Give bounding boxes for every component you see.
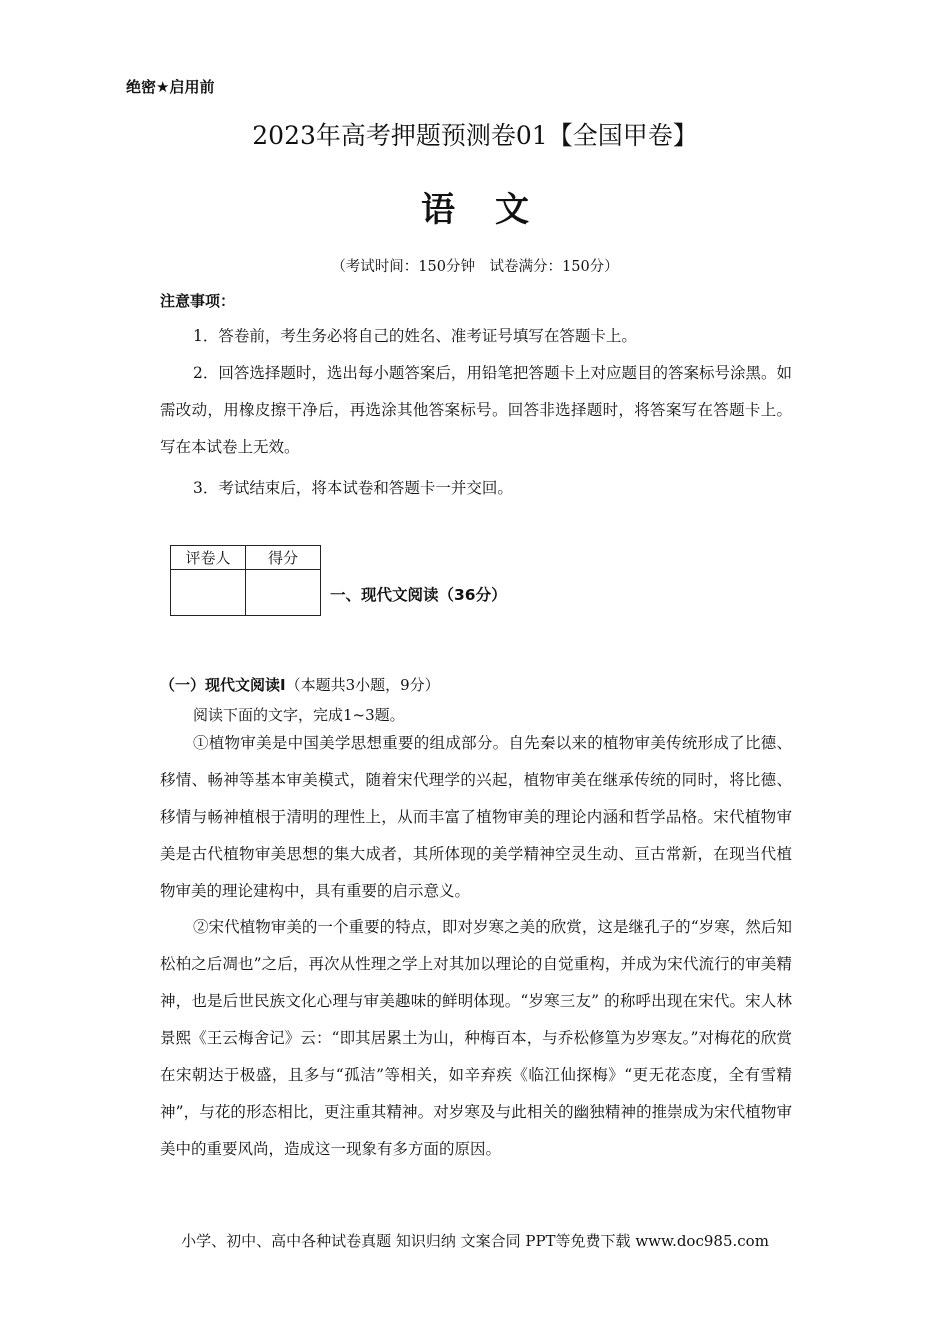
notice-heading: 注意事项： — [160, 292, 236, 310]
score-table — [170, 545, 321, 616]
grader-cell — [171, 570, 246, 616]
subsection-heading-detail: （本题共3小题，9分） — [285, 676, 440, 694]
subject-title: 语文 — [421, 190, 569, 230]
subsection-heading — [160, 674, 440, 695]
article-paragraph-2: ②宋代植物审美的一个重要的特点，即对岁寒之美的欣赏，这是继孔子的“岁寒，然后知松柏之后凋也”之后，再次从性理之学上对其加以理论的自觉重构，并成为宋代流行的审美精神，也是后世民族文化心理与审美趣味的鲜明体现。“岁寒三友” 的称呼出现在宋代。宋人林景熙《王云梅舍记》云：“即其居累土为山，种梅百本，与乔松修篁为岁寒友。”对梅花的欣赏在宋朝达于极盛，且多与“孤洁”等相关，如辛弃疾《临江仙探梅》“更无花态度，全有雪精神”，与花的形态相比，更注重其精神。对岁寒及与此相关的幽独精神的推崇成为宋代植物审美中的重要风尚，造成这一现象有多方面的原因。 — [160, 918, 792, 1158]
notice-item-3: 3．考试结束后，将本试卷和答题卡一并交回。 — [193, 479, 513, 497]
confidential-label: 绝密★启用前 — [126, 78, 215, 96]
footer-link[interactable]: 小学、初中、高中各种试卷真题 知识归纳 文案合同 PPT等免费下载 www.doc985.com — [181, 1232, 769, 1250]
exam-title: 2023年高考押题预测卷01【全国甲卷】 — [252, 121, 698, 150]
score-cell — [246, 570, 321, 616]
notice-item-1: 1．答卷前，考生务必将自己的姓名、准考证号填写在答题卡上。 — [193, 327, 637, 345]
section-heading: 一、现代文阅读（36分） — [330, 586, 507, 604]
article-paragraph-1: ①植物审美是中国美学思想重要的组成部分。自先秦以来的植物审美传统形成了比德、移情、畅神等基本审美模式，随着宋代理学的兴起，植物审美在继承传统的同时，将比德、移情与畅神植根于清明的理性上，从而丰富了植物审美的理论内涵和哲学品格。宋代植物审美是古代植物审美思想的集大成者，其所体现的美学精神空灵生动、亘古常新，在现当代植物审美的理论建构中，具有重要的启示意义。 — [160, 734, 792, 900]
grader-header: 评卷人 — [171, 546, 246, 570]
score-header: 得分 — [246, 546, 321, 570]
notice-item-2: 2．回答选择题时，选出每小题答案后，用铅笔把答题卡上对应题目的答案标号涂黑。如需改动，用橡皮擦干净后，再选涂其他答案标号。回答非选择题时，将答案写在答题卡上。写在本试卷上无效。 — [160, 364, 792, 456]
subsection-heading-bold: （一）现代文阅读Ⅰ — [160, 676, 286, 694]
exam-time-info: （考试时间：150分钟 试卷满分：150分） — [331, 259, 619, 275]
reading-instruction: 阅读下面的文字，完成1~3题。 — [193, 706, 405, 724]
